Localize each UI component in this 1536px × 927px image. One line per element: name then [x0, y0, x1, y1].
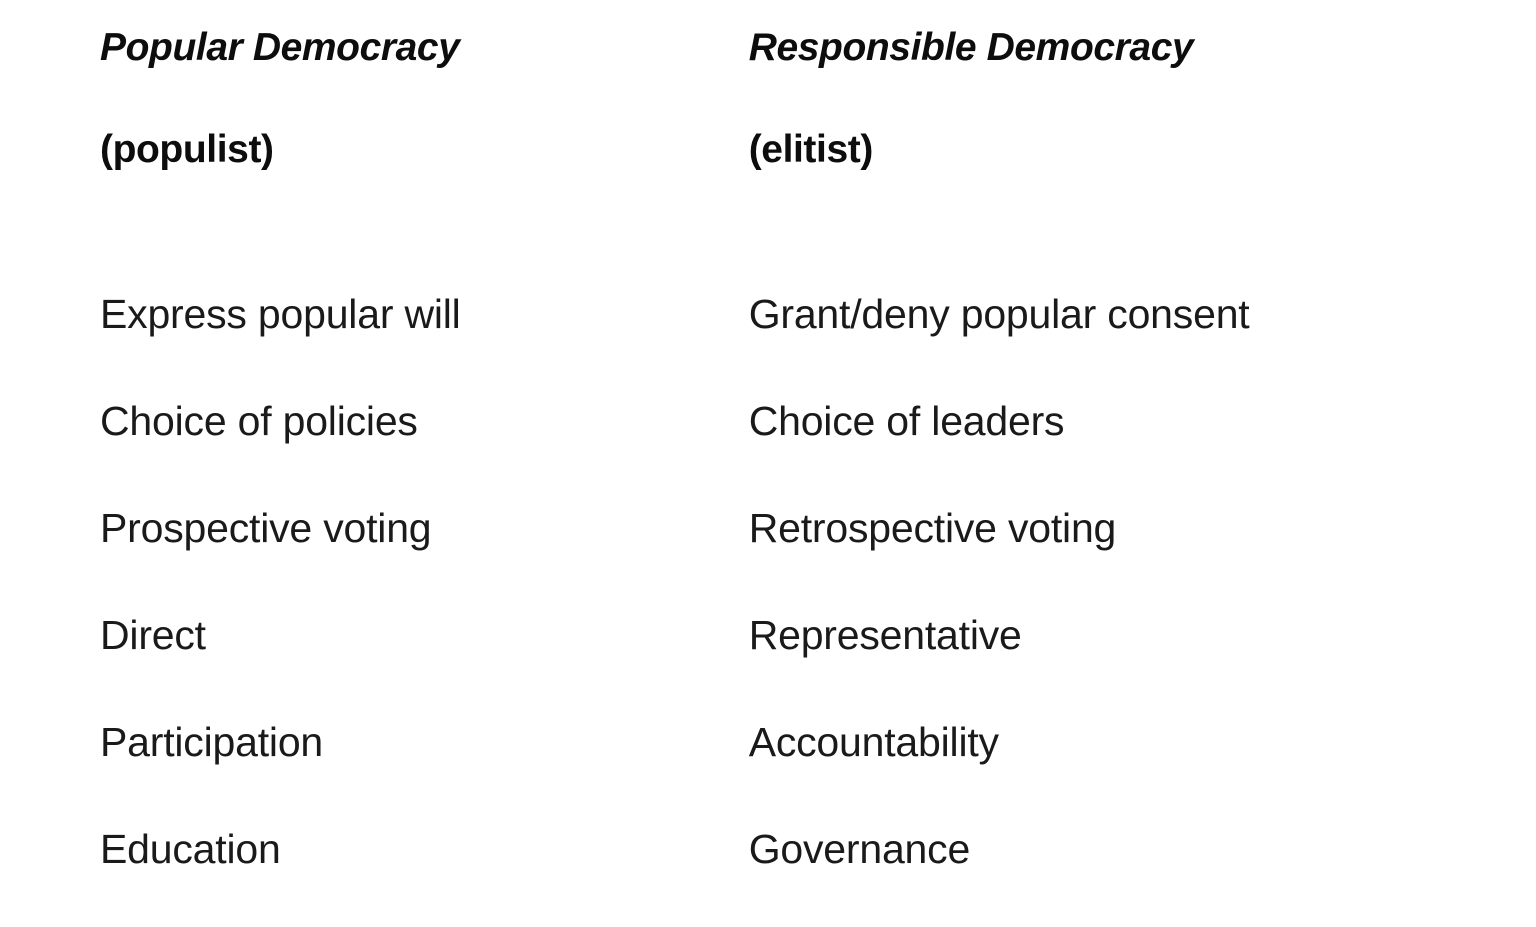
list-item: Education — [100, 826, 281, 872]
list-item: Grant/deny popular consent — [748, 291, 1250, 337]
comparison-columns — [100, 28, 1476, 870]
column-title-responsible-democracy: Responsible Democracy — [748, 26, 1194, 69]
column-title-popular-democracy: Popular Democracy — [100, 26, 460, 69]
list-item: Express popular will — [100, 291, 461, 337]
column-subtitle-responsible-democracy: (elitist) — [748, 128, 873, 171]
list-item: Prospective voting — [100, 505, 432, 551]
list-item: Participation — [100, 719, 324, 765]
column-responsible-democracy — [749, 28, 1476, 870]
list-responsible-democracy — [748, 291, 1476, 872]
column-popular-democracy — [100, 28, 749, 870]
list-popular-democracy — [100, 291, 749, 872]
list-item: Representative — [748, 612, 1022, 658]
list-item: Choice of policies — [100, 398, 418, 444]
list-item: Direct — [100, 612, 206, 658]
column-subtitle-popular-democracy: (populist) — [100, 128, 274, 171]
list-item: Accountability — [748, 719, 999, 765]
list-item: Retrospective voting — [748, 505, 1117, 551]
list-item: Governance — [748, 826, 971, 872]
list-item: Choice of leaders — [748, 398, 1065, 444]
